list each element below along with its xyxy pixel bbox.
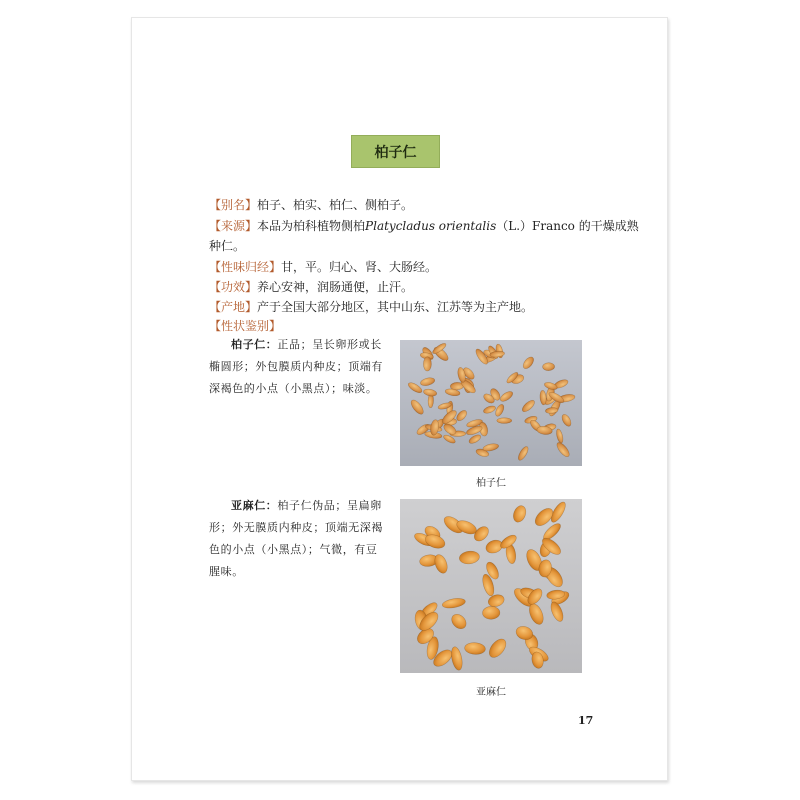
seed-photo-image bbox=[400, 499, 582, 673]
entry-text: 本品为柏科植物侧柏 bbox=[257, 219, 366, 233]
seed bbox=[423, 357, 431, 371]
entry-tag: 【来源】 bbox=[209, 219, 258, 233]
entry-tag: 【别名】 bbox=[209, 198, 258, 212]
page-number: 17 bbox=[578, 714, 594, 727]
entry-source-cont: 种仁。 bbox=[209, 239, 246, 253]
photo-caption: 柏子仁 bbox=[476, 478, 506, 489]
entry-nature bbox=[209, 257, 437, 277]
item-line: 正品；呈长卵形或长 bbox=[277, 338, 382, 351]
entry-tag: 【性状鉴别】 bbox=[209, 319, 282, 333]
item-line: 形；外无膜质内种皮；顶端无深褐 bbox=[209, 521, 383, 534]
entry-source bbox=[209, 216, 639, 236]
item-line: 柏子仁伪品；呈扁卵 bbox=[277, 499, 382, 512]
entry-tag: 【性味归经】 bbox=[209, 260, 282, 274]
section-heading: 柏子仁 bbox=[351, 135, 440, 168]
latin-name: Platycladus orientalis bbox=[365, 219, 497, 233]
entry-text: 养心安神，润肠通便，止汗。 bbox=[257, 280, 414, 294]
entry-tag: 【功效】 bbox=[209, 280, 258, 294]
photo-caption: 亚麻仁 bbox=[476, 687, 506, 698]
item-line: 腥味。 bbox=[209, 565, 244, 578]
item-line: 椭圆形；外包膜质内种皮；顶端有 bbox=[209, 360, 383, 373]
seed bbox=[497, 418, 512, 424]
item-line: 深褐色的小点（小黑点）；味淡。 bbox=[209, 382, 378, 395]
entry-origin bbox=[209, 297, 533, 317]
entry-identification bbox=[209, 316, 281, 336]
item-description bbox=[209, 495, 394, 583]
item-name: 柏子仁： bbox=[231, 338, 278, 351]
entry-tag: 【产地】 bbox=[209, 300, 258, 314]
entry-text: 甘，平。归心、肾、大肠经。 bbox=[281, 260, 438, 274]
entry-text: 产于全国大部分地区，其中山东、江苏等为主产地。 bbox=[257, 300, 534, 314]
seed-photo-baiziren bbox=[400, 340, 582, 466]
entry-effect bbox=[209, 277, 413, 297]
seed-photo-image bbox=[400, 340, 582, 466]
item-name: 亚麻仁： bbox=[231, 499, 278, 512]
seed bbox=[542, 363, 554, 371]
item-line: 色的小点（小黑点）；气微，有豆 bbox=[209, 543, 378, 556]
seed-photo-yamaren bbox=[400, 499, 582, 673]
entry-alias bbox=[209, 195, 413, 215]
entry-text: （L.）Franco 的干燥成熟 bbox=[496, 219, 639, 233]
item-description bbox=[209, 334, 394, 400]
entry-text: 柏子、柏实、柏仁、侧柏子。 bbox=[257, 198, 414, 212]
